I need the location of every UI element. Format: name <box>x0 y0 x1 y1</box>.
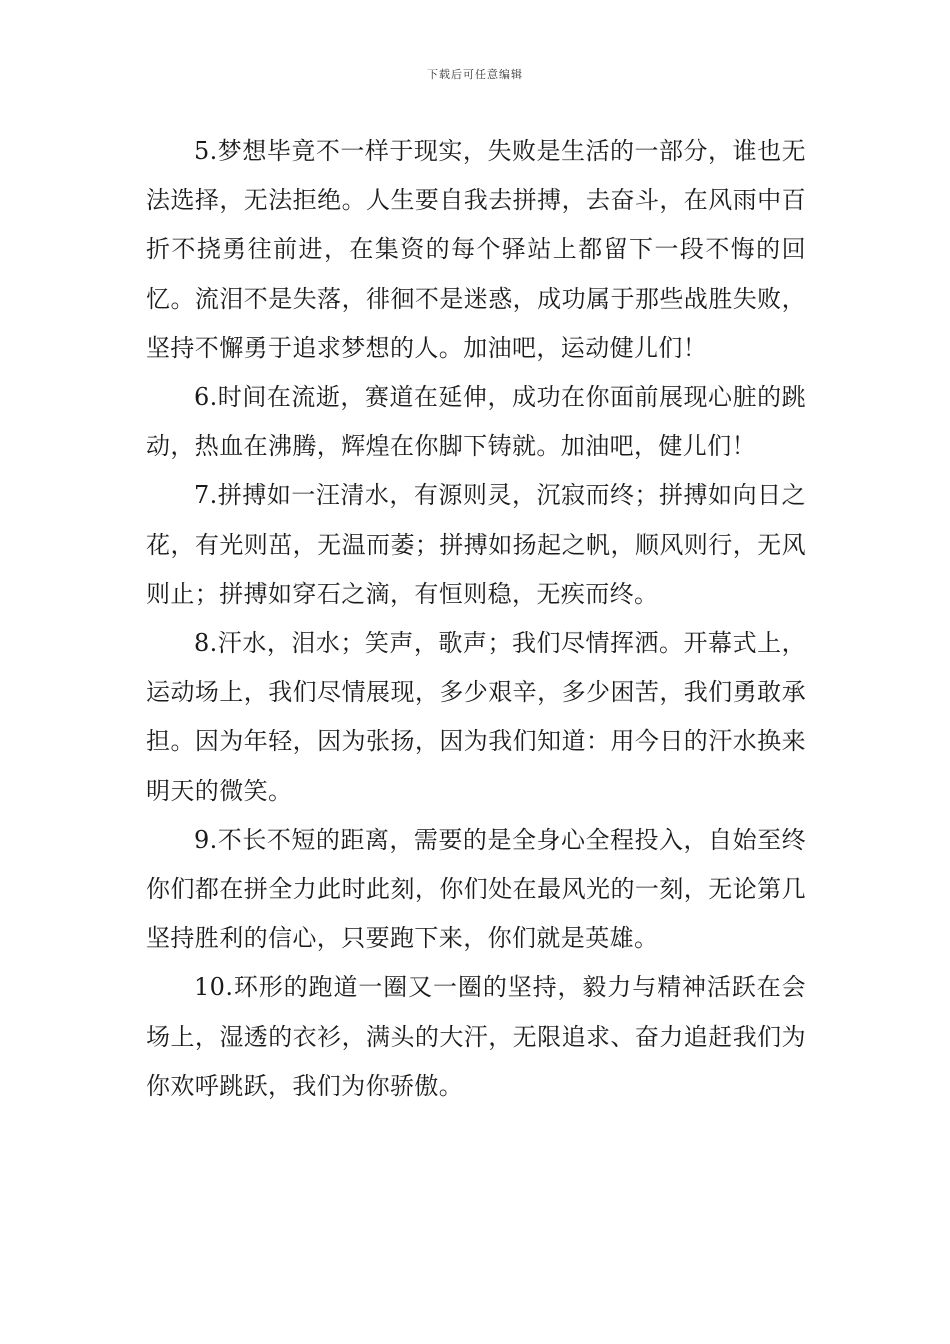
paragraph-9: 9.不长不短的距离，需要的是全身心全程投入，自始至终你们都在拼全力此时此刻，你们处在最风光的一刻，无论第几坚持胜利的信心，只要跑下来，你们就是英雄。 <box>146 825 806 953</box>
paragraph-8: 8.汗水，泪水；笑声，歌声；我们尽情挥洒。开幕式上，运动场上，我们尽情展现，多少艰辛，多少困苦，我们勇敢承担。因为年轻，因为张扬，因为我们知道：用今日的汗水换来明天的微笑。 <box>146 629 806 805</box>
paragraph-7: 7.拼搏如一汪清水，有源则灵，沉寂而终；拼搏如向日之花，有光则茁，无温而萎；拼搏如扬起之帆，顺风则行，无风则止；拼搏如穿石之滴，有恒则稳，无疾而终。 <box>146 481 806 608</box>
paragraph-5: 5.梦想毕竟不一样于现实，失败是生活的一部分，谁也无法选择，无法拒绝。人生要自我去拼搏，去奋斗，在风雨中百折不挠勇往前进，在集资的每个驿站上都留下一段不悔的回忆。流泪不是失落，徘徊不是迷惑，成功属于那些战胜失败，坚持不懈勇于追求梦想的人。加油吧，运动健儿们！ <box>146 137 806 362</box>
document-body <box>146 127 806 1111</box>
header-note: 下载后可任意编辑 <box>427 68 523 81</box>
paragraph-6: 6.时间在流逝，赛道在延伸，成功在你面前展现心脏的跳动，热血在沸腾，辉煌在你脚下铸就。加油吧，健儿们！ <box>146 383 806 461</box>
paragraph-10: 10.环形的跑道一圈又一圈的坚持，毅力与精神活跃在会场上，湿透的衣衫，满头的大汗，无限追求、奋力追赶我们为你欢呼跳跃，我们为你骄傲。 <box>146 973 806 1100</box>
